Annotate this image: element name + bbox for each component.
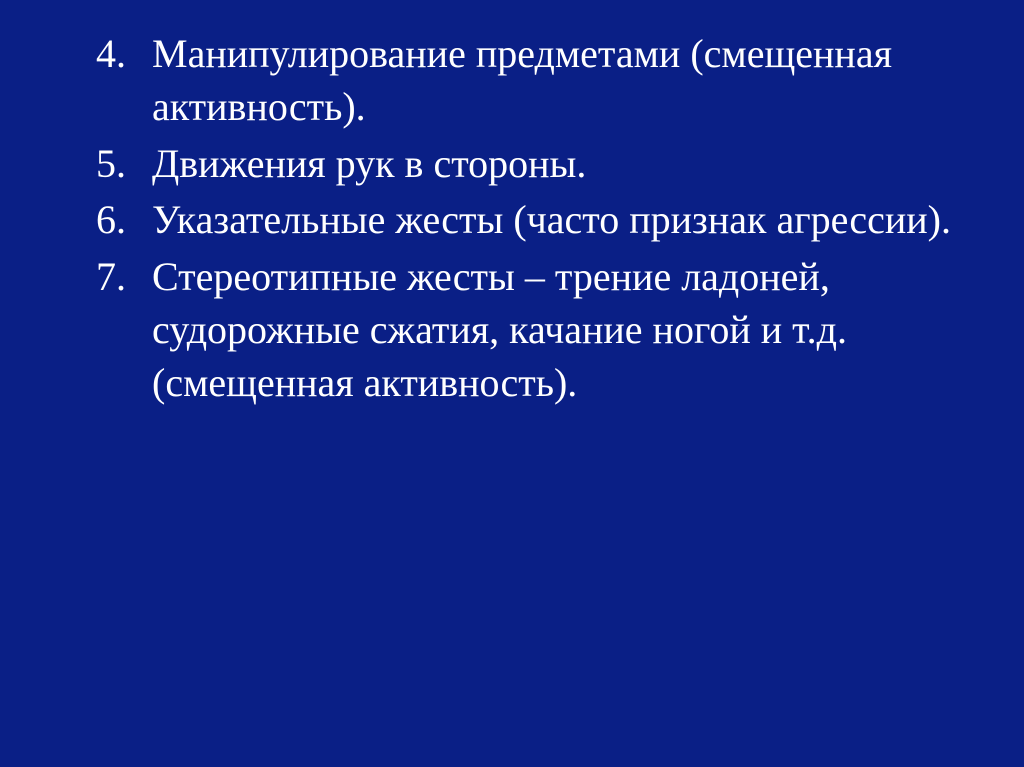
list-item-text: Манипулирование предметами (смещенная активность). bbox=[152, 31, 892, 129]
list-item-text: Стереотипные жесты – трение ладоней, судорожные сжатия, качание ногой и т.д. (смещенная активность). bbox=[152, 254, 847, 405]
list-item-number: 6. bbox=[96, 197, 126, 243]
list-item bbox=[96, 194, 956, 247]
list-item-text: Движения рук в стороны. bbox=[152, 140, 587, 186]
list-item-number: 4. bbox=[96, 31, 126, 76]
list-item-number: 5. bbox=[96, 140, 126, 186]
list-item bbox=[96, 138, 956, 191]
list-item-text: Указательные жесты (часто признак агрессии). bbox=[152, 197, 952, 243]
list-item-number: 7. bbox=[96, 254, 126, 300]
slide-body bbox=[96, 28, 956, 414]
list-item bbox=[96, 251, 956, 409]
list-item bbox=[96, 28, 956, 134]
